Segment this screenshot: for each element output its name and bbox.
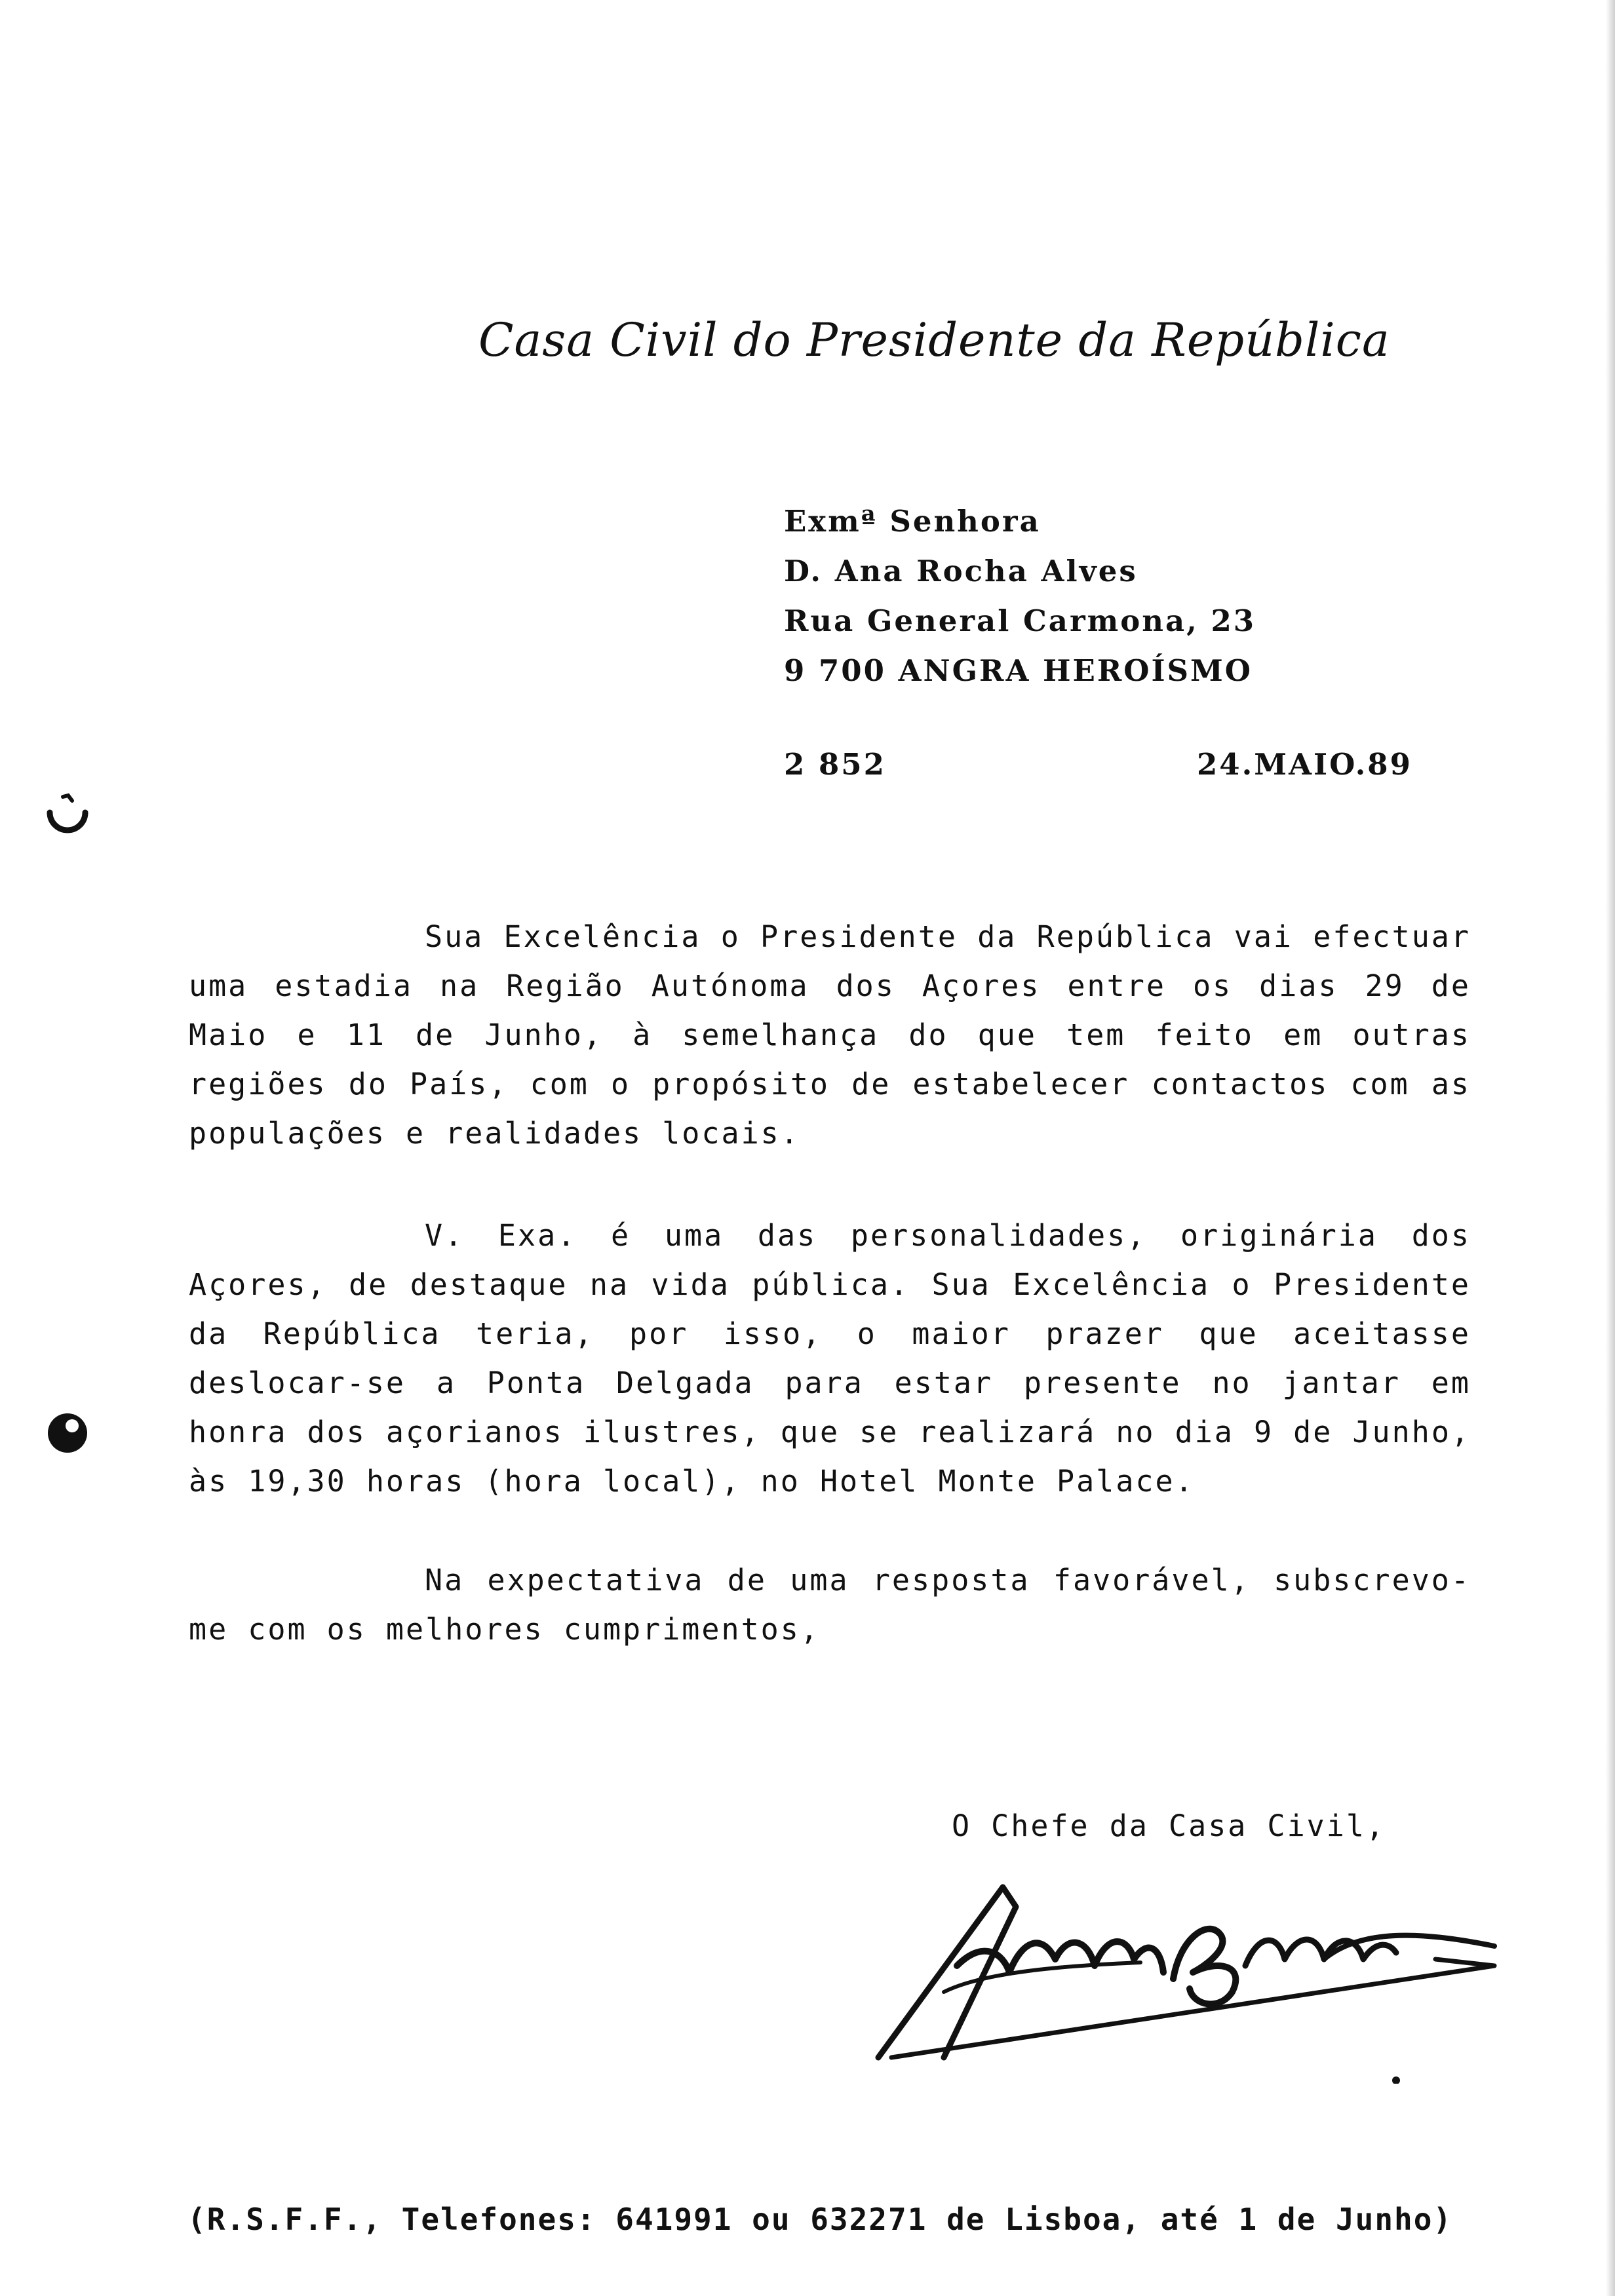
punch-hole-top-icon [43,793,92,841]
letterhead-title: Casa Civil do Presidente da República [478,313,1390,367]
handwritten-signature-icon [865,1861,1508,2084]
body-paragraph-1: Sua Excelência o Presidente da República vai efectuar uma estadia na Região Autónoma dos Açores entre os dias 29 de Maio e 11 de Junho, à semelhança do que tem feito em outras regiões do País, com o propósito de estabelecer contactos com as populações e realidades locais. [189,919,1471,1151]
punch-hole-middle-icon [43,1409,92,1457]
body-paragraph-3: Na expectativa de uma resposta favorável, subscrevo-me com os melhores cumprimentos, [189,1563,1471,1647]
recipient-name: D. Ana Rocha Alves [784,554,1138,588]
letter-date: 24.MAIO.89 [1197,747,1412,782]
reference-number: 2 852 [784,747,886,782]
recipient-salutation: Exmª Senhora [784,504,1041,539]
scan-edge-shadow [1606,0,1615,2296]
footer-note: (R.S.F.F., Telefones: 641991 ou 632271 de Lisboa, até 1 de Junho) [187,2202,1453,2237]
signatory-title: O Chefe da Casa Civil, [952,1808,1386,1843]
recipient-city: 9 700 ANGRA HEROÍSMO [784,653,1253,688]
body-paragraph-2: V. Exa. é uma das personalidades, originária dos Açores, de destaque na vida pública. Sua Excelência o Presidente da República teria, por isso, o maior prazer que aceitasse deslocar-se a Ponta Delgada para estar presente no jantar em honra dos açorianos ilustres, que se realizará no dia 9 de Junho, às 19,30 horas (hora local), no Hotel Monte Palace. [189,1218,1471,1499]
recipient-address [784,497,1256,696]
recipient-street: Rua General Carmona, 23 [784,603,1256,638]
